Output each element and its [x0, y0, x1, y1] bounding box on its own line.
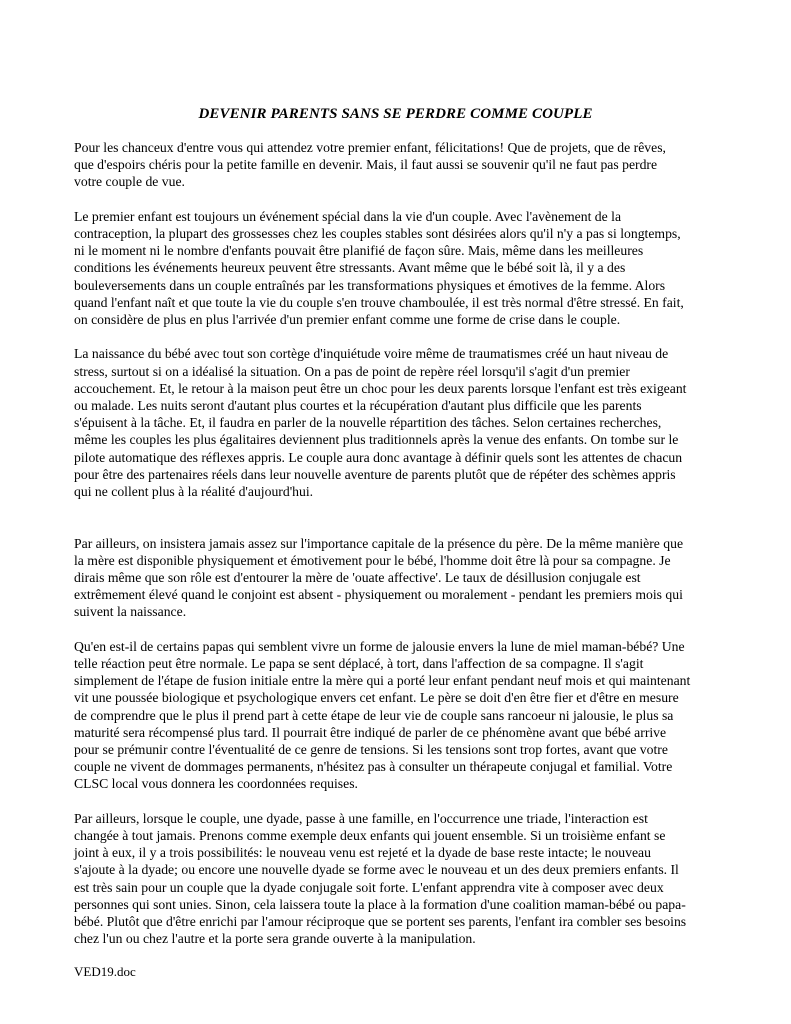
document-title: DEVENIR PARENTS SANS SE PERDRE COMME COUPLE: [198, 106, 593, 122]
paragraph-first-child: Le premier enfant est toujours un événement spécial dans la vie d'un couple. Avec l'avènement de la contraception, la plupart des grossesses chez les couples stables sont désirées alors qu'il n'y a pas si longtemps, ni le moment ni le nombre d'enfants pouvait être planifié de façon sûre. Mais, même dans les meilleures conditions les événements heureux peuvent être stressants. Avant même que le bébé soit là, il y a des bouleversements dans un couple entraînés par les transformations physiques et émotives de la femme. Alors quand l'enfant naît et que toute la vie du couple s'en trouve chamboulée, il est très normal d'être stressé. En fait, on considère de plus en plus l'arrivée d'un premier enfant comme une forme de crise dans le couple.: [74, 208, 684, 328]
paragraph-dyad-triad: Par ailleurs, lorsque le couple, une dyade, passe à une famille, en l'occurrence une triade, l'interaction est changée à tout jamais. Prenons comme exemple deux enfants qui jouent ensemble. Si un troisième enfant se joint à eux, il y a trois possibilités: le nouveau venu est rejeté et la dyade de base reste intacte; le nouveau s'ajoute à la dyade; ou encore une nouvelle dyade se forme avec le nouveau et un des deux premiers enfants. Il est très sain pour un couple que la dyade conjugale soit forte. L'enfant apprendra vite à composer avec deux personnes qui sont unies. Sinon, cela laissera toute la place à la formation d'une coalition maman-bébé ou papa- bébé. Plutôt que d'être enrichi par l'amour réciproque que se portent ses parents, l'enfant ira combler ses besoins chez l'un ou chez l'autre et la porte sera grande ouverte à la manipulation.: [74, 810, 687, 947]
document-footer: VED19.doc: [74, 964, 136, 979]
paragraph-jealousy: Qu'en est-il de certains papas qui semblent vivre un forme de jalousie envers la lune de miel maman-bébé? Une telle réaction peut être normale. Le papa se sent déplacé, à tort, dans l'affection de sa compagne. Il s'agit simplement de l'étape de fusion initiale entre la mère qui a porté leur enfant pendant neuf mois et qui maintenant vit une poussée biologique et psychologique envers cet enfant. Le père se doit d'en être fier et d'être en mesure de comprendre que le plus il prend part à cette étape de leur vie de couple sans rancoeur ni jalousie, le plus sa maturité sera récompensé plus tard. Il pourrait être indiqué de parler de ce phénomène avant que bébé arrive pour se prémunir contre l'éventualité de ce genre de tensions. Si les tensions sont trop fortes, avant que votre couple ne vivent de dommages permanents, n'hésitez pas à consulter un thérapeute conjugal et familial. Votre CLSC local vous donnera les coordonnées requises.: [74, 638, 691, 792]
paragraph-birth-stress: La naissance du bébé avec tout son cortège d'inquiétude voire même de traumatismes créé un haut niveau de stress, surtout si on a idéalisé la situation. On a pas de point de repère réel lorsqu'il s'agit d'un premier accouchement. Et, le retour à la maison peut être un choc pour les deux parents lorsque l'enfant est très exigeant ou malade. Les nuits seront d'autant plus courtes et la récupération d'autant plus difficile que les parents s'épuisent à la tâche. Et, il faudra en parler de la nouvelle répartition des tâches. Selon certaines recherches, même les couples les plus égalitaires deviennent plus traditionnels après la venue des enfants. On tombe sur le pilote automatique des réflexes appris. Le couple aura donc avantage à définir quels sont les attentes de chacun pour être des partenaires réels dans leur nouvelle aventure de parents plutôt que de répéter des schèmes appris qui ne collent plus à la réalité d'aujourd'hui.: [74, 346, 687, 500]
paragraph-intro: Pour les chanceux d'entre vous qui attendez votre premier enfant, félicitations! Que de projets, que de rêves, que d'espoirs chéris pour la petite famille en devenir. Mais, il faut aussi se souvenir qu'il ne faut pas perdre votre couple de vue.: [74, 140, 666, 190]
document-body: [74, 139, 734, 965]
paragraph-father-presence: Par ailleurs, on insistera jamais assez sur l'importance capitale de la présence du père. De la même manière que la mère est disponible physiquement et émotivement pour le bébé, l'homme doit être là pour sa compagne. Je dirais même que son rôle est d'entourer la mère de 'ouate affective'. Le taux de désillusion conjugale est extrêmement élevé quand le conjoint est absent - physiquement ou moralement - pendant les premiers mois qui suivent la naissance.: [74, 535, 684, 620]
